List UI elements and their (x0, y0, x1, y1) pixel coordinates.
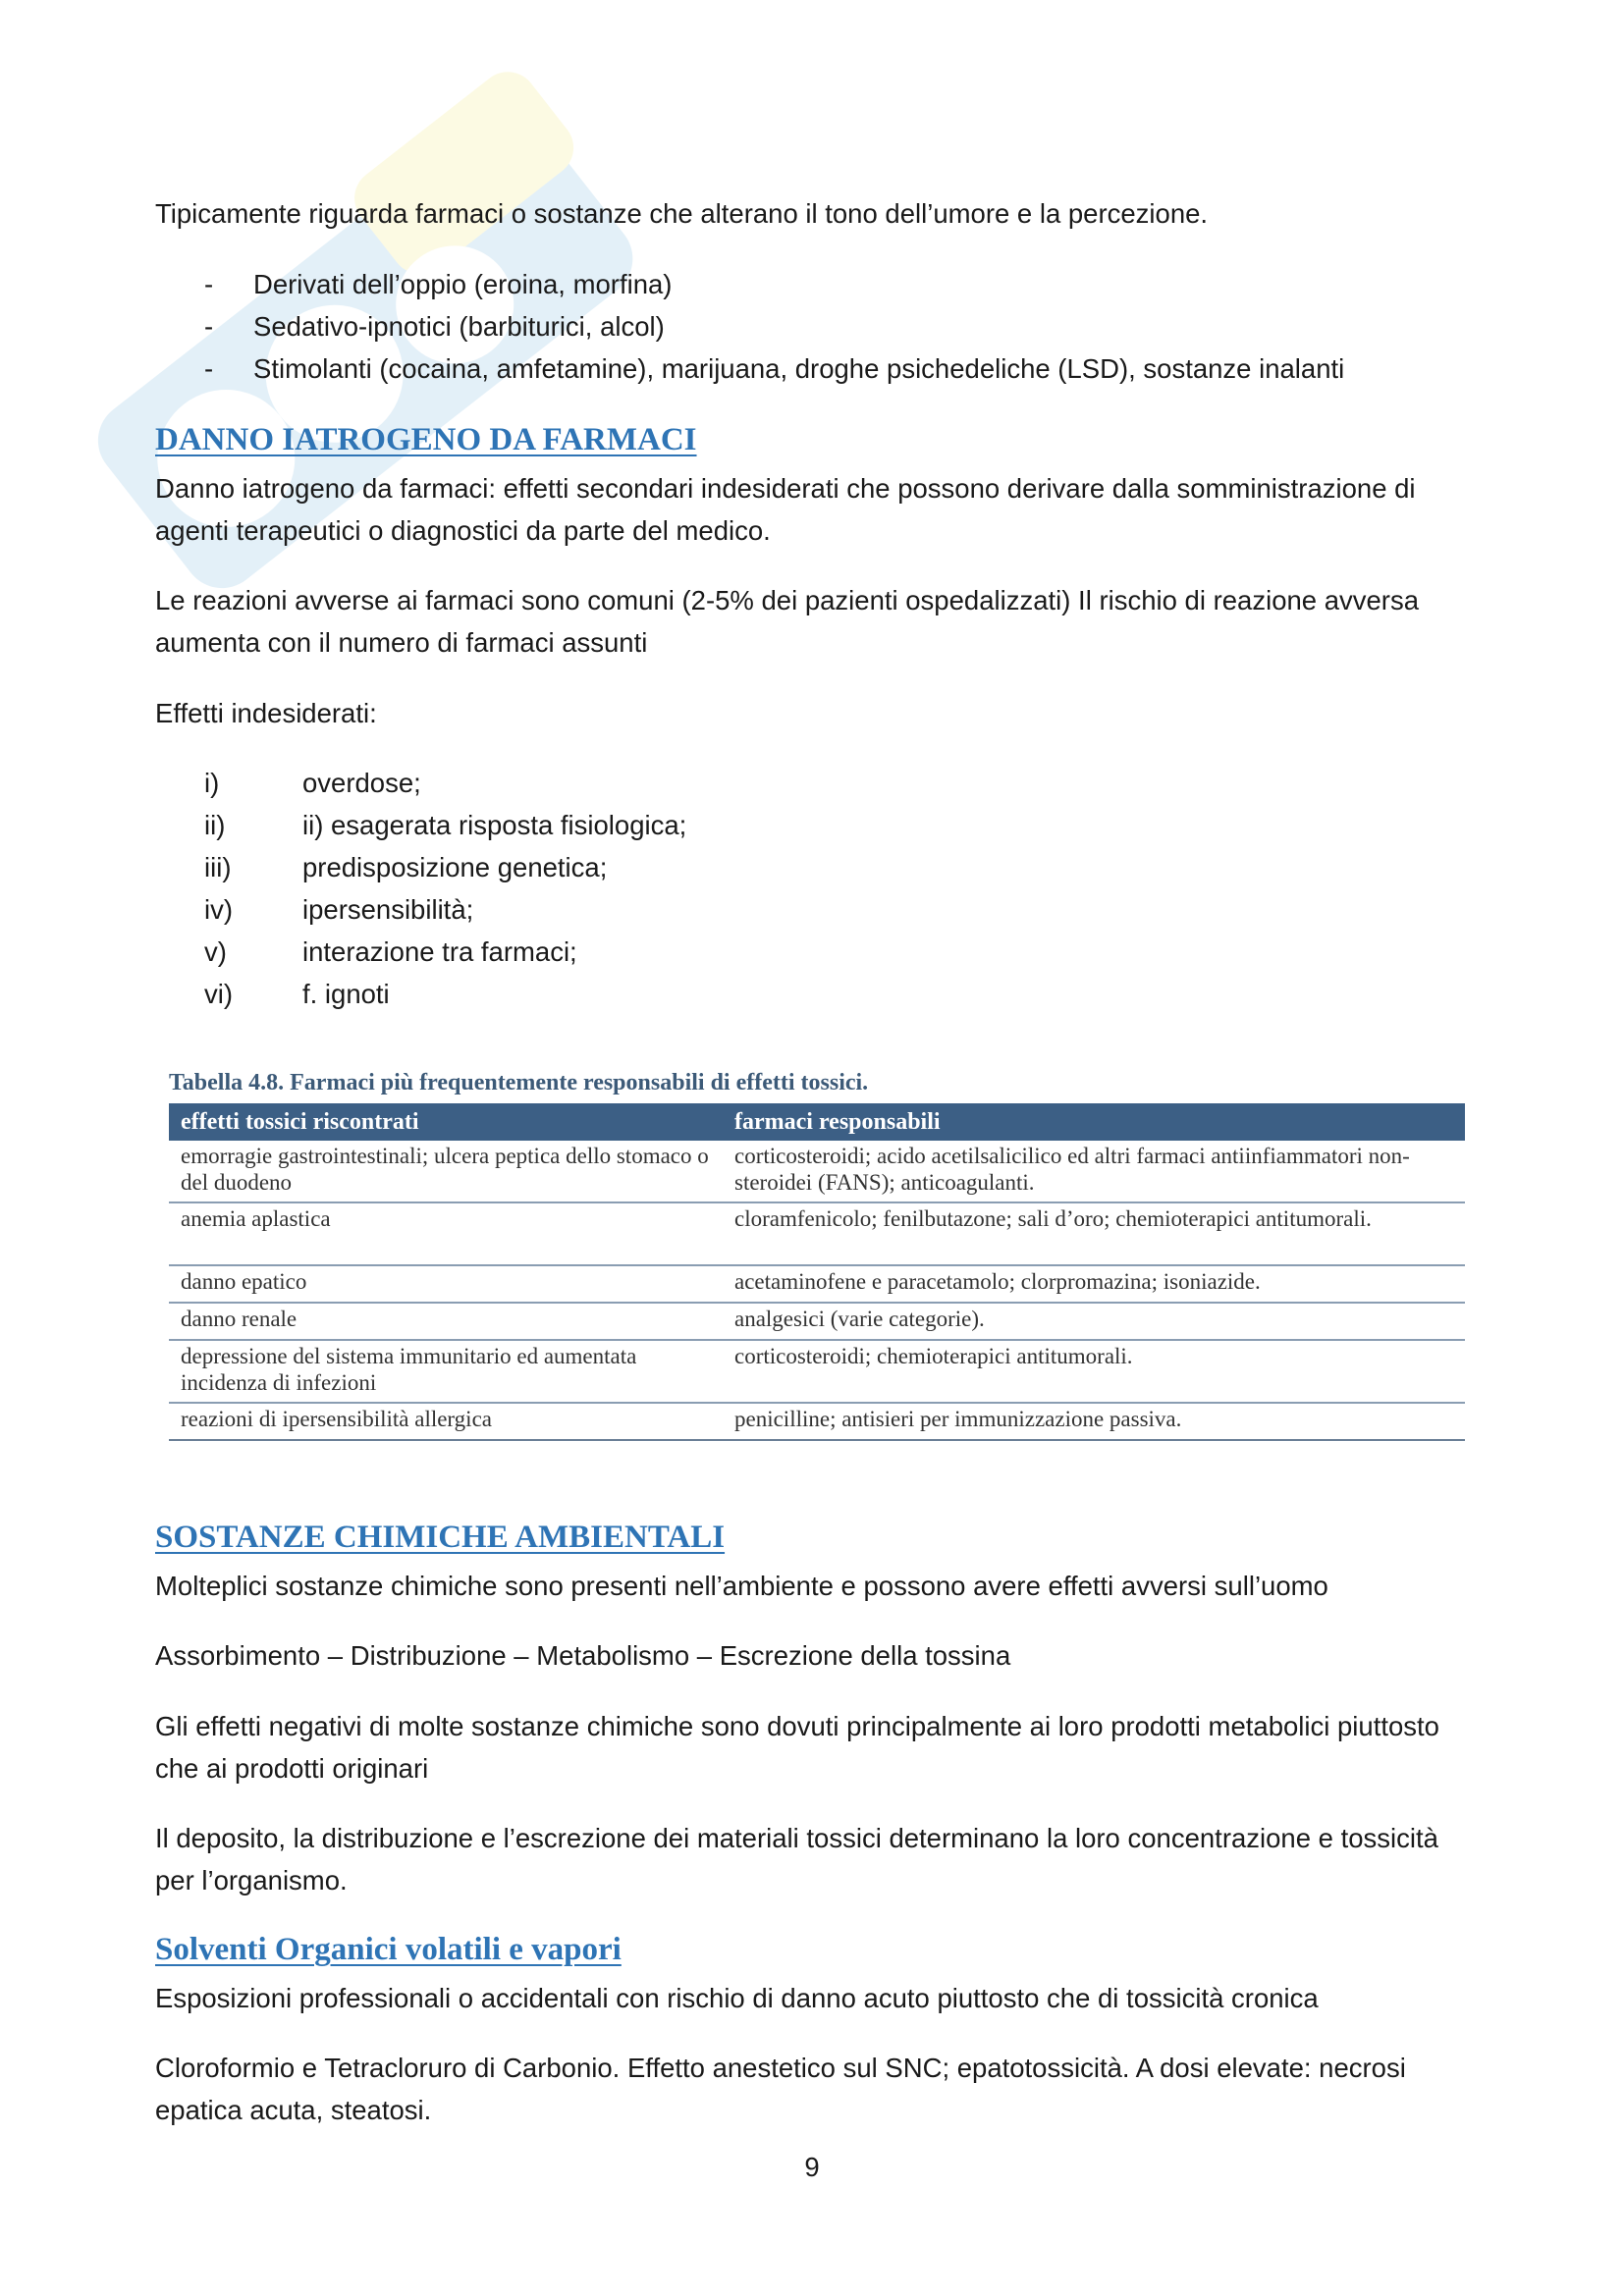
table-cell: danno renale (169, 1303, 723, 1340)
table-cell: penicilline; antisieri per immunizzazione passiva. (723, 1403, 1465, 1440)
table-cell: danno epatico (169, 1265, 723, 1303)
list-item: - Stimolanti (cocaina, amfetamine), marijuana, droghe psichedeliche (LSD), sostanze inalanti (204, 353, 1345, 384)
paragraph: Il deposito, la distribuzione e l’escrezione dei materiali tossici determinano la loro concentrazione e tossicità per l’organismo. (155, 1823, 1438, 1896)
paragraph: Le reazioni avverse ai farmaci sono comuni (2-5% dei pazienti ospedalizzati) Il rischio di reazione avversa aumenta con il numero di farmaci assunti (155, 585, 1420, 658)
list-item: vi) f. ignoti (204, 979, 390, 1009)
column-header: effetti tossici riscontrati (169, 1103, 723, 1141)
table-row (169, 1141, 1465, 1202)
table-cell: corticosteroidi; acido acetilsalicilico ed altri farmaci antiinfiammatori non-steroidei (FANS); anticoagulanti. (723, 1141, 1465, 1202)
toxic-effects-table (169, 1103, 1465, 1441)
table-header-row (169, 1103, 1465, 1141)
table-caption: Tabella 4.8. Farmaci più frequentemente responsabili di effetti tossici. (169, 1070, 869, 1095)
section-heading-danno-iatrogeno: DANNO IATROGENO DA FARMACI (155, 422, 697, 457)
paragraph: Effetti indesiderati: (155, 698, 377, 728)
effects-list (204, 762, 686, 1015)
paragraph: Cloroformio e Tetracloruro di Carbonio. Effetto anestetico sul SNC; epatotossicità. A dosi elevate: necrosi epatica acuta, steatosi. (155, 2053, 1406, 2125)
table-cell: analgesici (varie categorie). (723, 1303, 1465, 1340)
column-header: farmaci responsabili (723, 1103, 1465, 1141)
table-row (169, 1340, 1465, 1403)
table-cell: cloramfenicolo; fenilbutazone; sali d’oro; chemioterapici antitumorali. (723, 1202, 1465, 1265)
intro-paragraph: Tipicamente riguarda farmaci o sostanze che alterano il tono dell’umore e la percezione. (155, 198, 1209, 229)
table-cell: acetaminofene e paracetamolo; clorpromazina; isoniazide. (723, 1265, 1465, 1303)
page-number: 9 (804, 2152, 820, 2182)
list-item: - Derivati dell’oppio (eroina, morfina) (204, 269, 673, 299)
list-item: ii) ii) esagerata risposta fisiologica; (204, 810, 687, 840)
table-cell: depressione del sistema immunitario ed aumentata incidenza di infezioni (169, 1340, 723, 1403)
table-row (169, 1265, 1465, 1303)
table-row (169, 1303, 1465, 1340)
table-cell: reazioni di ipersensibilità allergica (169, 1403, 723, 1440)
paragraph: Esposizioni professionali o accidentali con rischio di danno acuto piuttosto che di tossicità cronica (155, 1983, 1319, 2013)
list-item: - Sedativo-ipnotici (barbiturici, alcol) (204, 311, 665, 342)
list-item: iii) predisposizione genetica; (204, 852, 608, 882)
list-item: i) overdose; (204, 768, 421, 798)
section-heading-solventi-organici: Solventi Organici volatili e vapori (155, 1932, 622, 1967)
list-item: v) interazione tra farmaci; (204, 936, 577, 967)
paragraph: Danno iatrogeno da farmaci: effetti secondari indesiderati che possono derivare dalla somministrazione di agenti terapeutici o diagnostici da parte del medico. (155, 473, 1416, 546)
table-row (169, 1202, 1465, 1265)
drug-list (204, 263, 1344, 390)
table-cell: emorragie gastrointestinali; ulcera peptica dello stomaco o del duodeno (169, 1141, 723, 1202)
paragraph: Molteplici sostanze chimiche sono presenti nell’ambiente e possono avere effetti avversi sull’uomo (155, 1571, 1328, 1601)
toxic-effects-table-block (169, 1066, 1465, 1441)
table-row (169, 1403, 1465, 1440)
section-heading-sostanze-chimiche: SOSTANZE CHIMICHE AMBIENTALI (155, 1520, 726, 1555)
table-cell: corticosteroidi; chemioterapici antitumorali. (723, 1340, 1465, 1403)
list-item: iv) ipersensibilità; (204, 894, 474, 925)
paragraph: Gli effetti negativi di molte sostanze chimiche sono dovuti principalmente ai loro prodotti metabolici piuttosto che ai prodotti originari (155, 1711, 1439, 1784)
table-cell: anemia aplastica (169, 1202, 723, 1265)
paragraph: Assorbimento – Distribuzione – Metabolismo – Escrezione della tossina (155, 1640, 1011, 1671)
